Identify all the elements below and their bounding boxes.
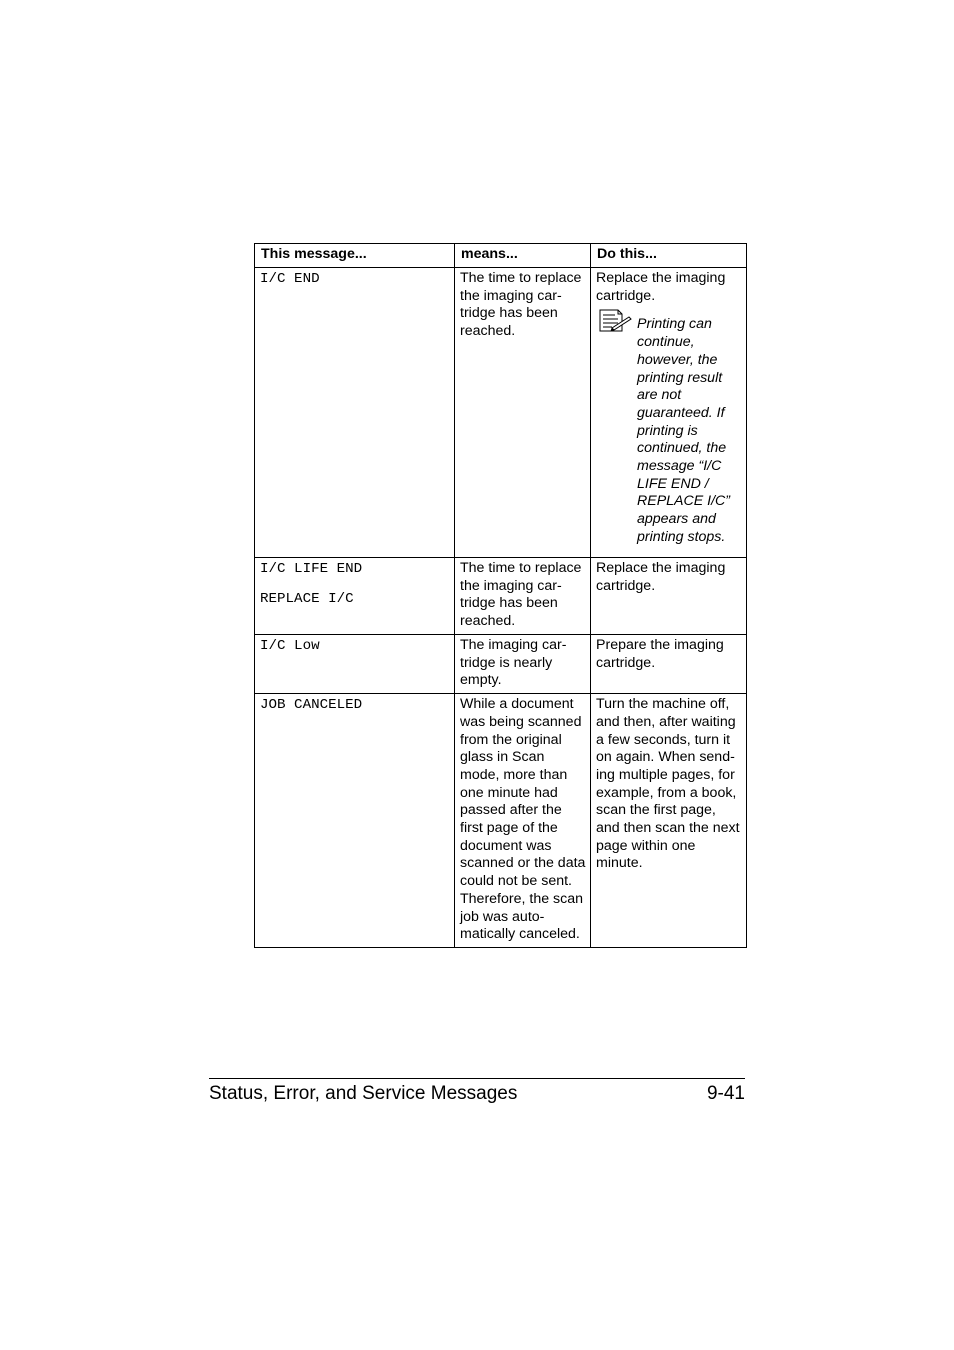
note-block: [596, 316, 742, 546]
table-row: [255, 694, 747, 948]
table-header-row: [255, 244, 747, 268]
table-row: [255, 268, 747, 558]
footer-page-number: 9-41: [706, 1083, 745, 1104]
action-text: Prepare the imaging cartridge.: [596, 637, 724, 671]
note-pencil-icon: [598, 309, 632, 333]
message-code: REPLACE I/C: [260, 590, 354, 607]
note-text: Printing can continue, however, the printing result are not guaranteed. If printing is continued, the message “I/C LIFE END / REPLACE I/C” appears and printing stops.: [637, 316, 731, 545]
action-cell: [591, 268, 747, 558]
means-cell: [455, 558, 591, 635]
message-cell: [255, 268, 455, 558]
action-cell: [591, 635, 747, 694]
means-text: The time to replace the imaging car-tridge has been reached.: [460, 270, 582, 340]
action-text: Replace the imaging cartridge.: [596, 560, 726, 594]
action-text: Replace the imaging cartridge.: [596, 270, 726, 304]
means-cell: [455, 635, 591, 694]
action-cell: [591, 694, 747, 948]
message-code: JOB CANCELED: [260, 697, 363, 714]
means-cell: [455, 268, 591, 558]
footer-divider: [209, 1078, 745, 1079]
footer-section-title: Status, Error, and Service Messages: [209, 1083, 518, 1104]
message-table: [254, 243, 747, 948]
message-code: I/C LIFE END: [260, 561, 363, 577]
action-cell: [591, 558, 747, 635]
column-header-action: Do this...: [591, 244, 747, 268]
message-cell: [255, 558, 455, 635]
table-row: [255, 558, 747, 635]
means-text: The time to replace the imaging car-tridge has been reached.: [460, 560, 582, 630]
message-code: I/C Low: [260, 638, 320, 654]
table-row: [255, 635, 747, 694]
message-cell: [255, 635, 455, 694]
message-code: I/C END: [260, 271, 320, 287]
column-header-means: means...: [455, 244, 591, 268]
action-text: Turn the machine off, and then, after waiting a few seconds, turn it on again. When send-ing multiple pages, for example, from a book, scan the first page, and then scan the next page within one minute.: [596, 696, 740, 872]
message-cell: [255, 694, 455, 948]
means-text: While a document was being scanned from the original glass in Scan mode, more than one minute had passed after the first page of the document was scanned or the data could not be sent. Therefore, the scan job was auto-matically canceled.: [460, 696, 586, 943]
column-header-message: This message...: [255, 244, 455, 268]
means-text: The imaging car-tridge is nearly empty.: [460, 637, 567, 689]
means-cell: [455, 694, 591, 948]
